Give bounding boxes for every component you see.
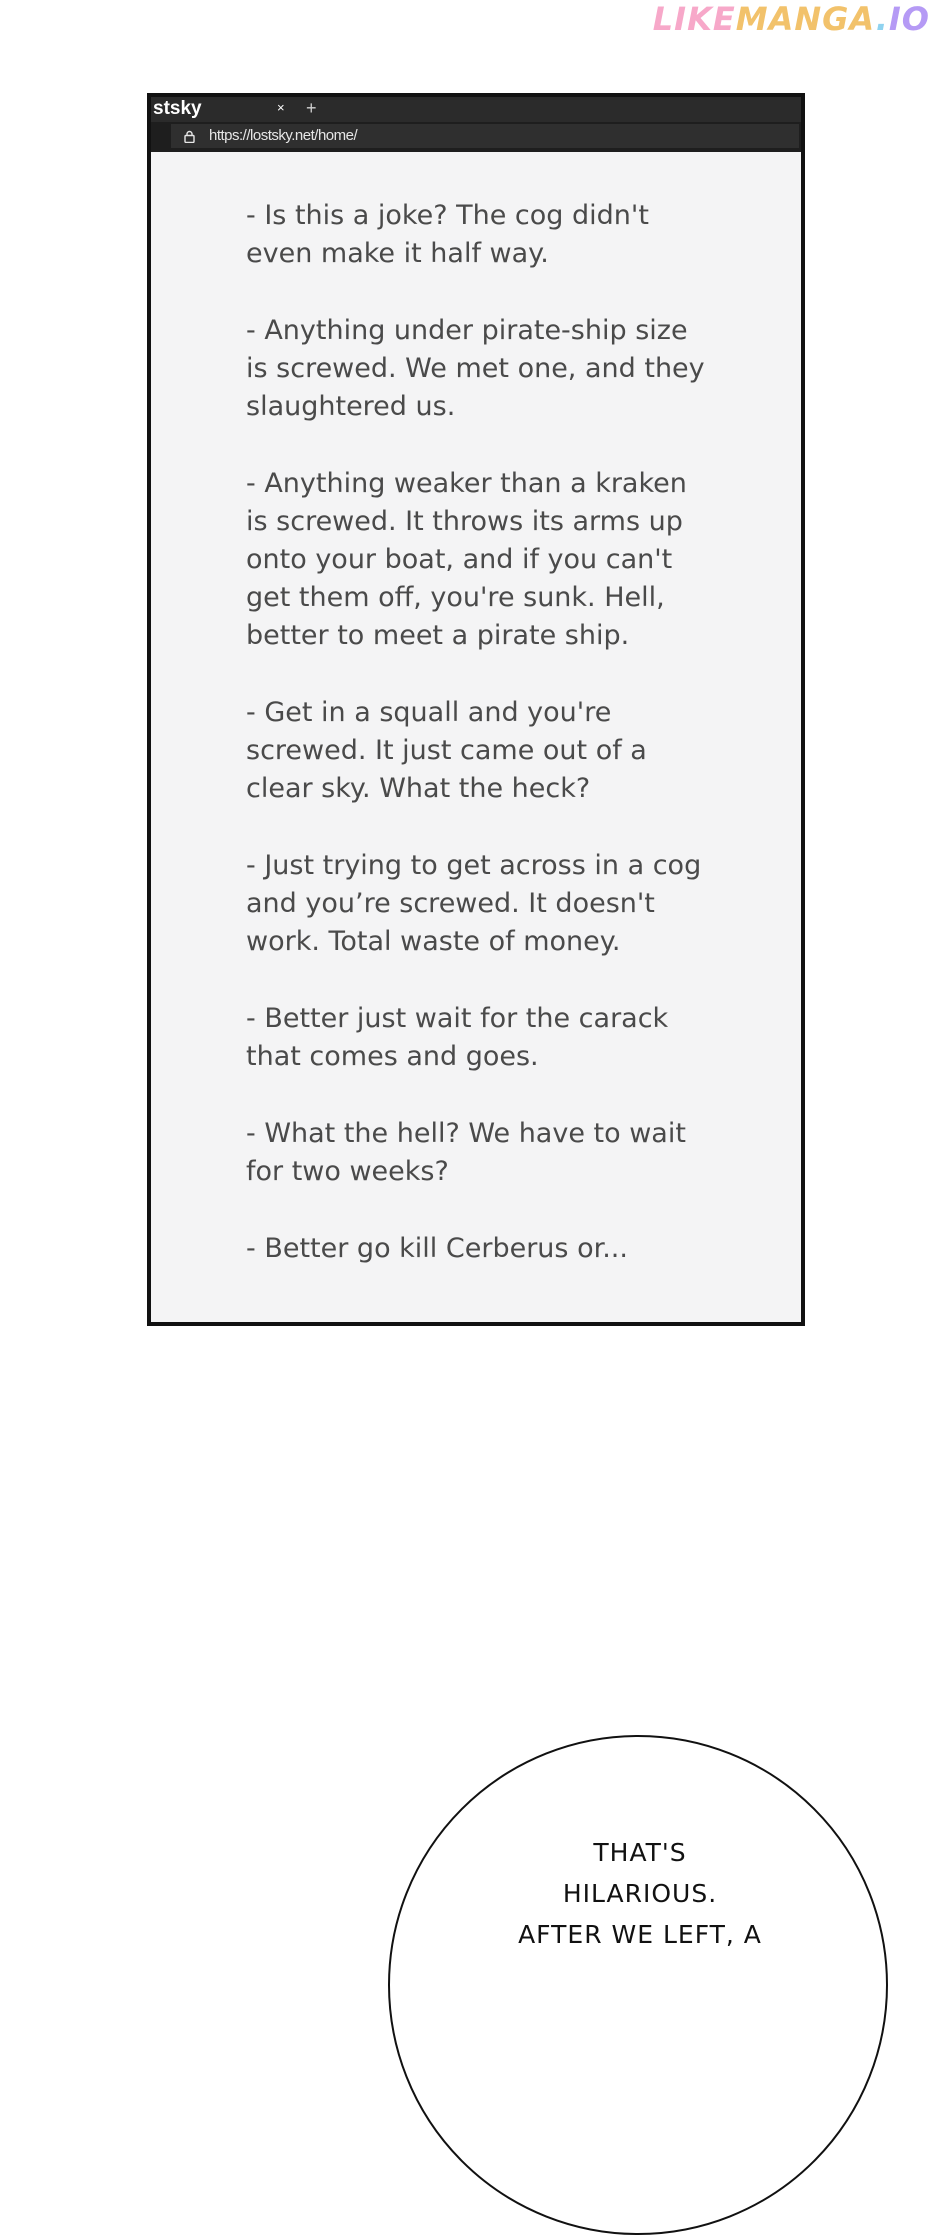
- comment-item: - Is this a joke? The cog didn't even make it half way.: [246, 200, 649, 269]
- browser-tab-bar: [151, 97, 801, 122]
- watermark-part: MANGA: [735, 0, 876, 38]
- url-text: https://lostsky.net/home/: [209, 127, 358, 144]
- comment-item: - Better go kill Cerberus or...: [246, 1233, 628, 1264]
- watermark-part: .: [875, 0, 889, 38]
- site-watermark-logo: [653, 0, 930, 38]
- lock-icon: [183, 130, 196, 143]
- comment-item: - Just trying to get across in a cog and you’re screwed. It doesn't work. Total waste of money.: [246, 850, 702, 957]
- browser-tab[interactable]: [151, 97, 301, 122]
- close-icon[interactable]: ×: [277, 100, 285, 115]
- comment-item: - Better just wait for the carack that comes and goes.: [246, 1003, 669, 1072]
- speech-bubble-text: THAT'S HILARIOUS. AFTER WE LEFT, A: [518, 1838, 762, 1949]
- forum-comments: [246, 197, 766, 1307]
- comment-item: - What the hell? We have to wait for two weeks?: [246, 1118, 686, 1187]
- browser-window: [147, 93, 805, 1326]
- address-bar: [151, 122, 801, 152]
- watermark-part: LIKE: [652, 0, 736, 38]
- comment-item: - Anything weaker than a kraken is screwed. It throws its arms up onto your boat, and if you can't get them off, you're sunk. Hell, better to meet a pirate ship.: [246, 468, 687, 651]
- watermark-part: IO: [888, 0, 930, 38]
- tab-title: stsky: [153, 98, 202, 119]
- speech-bubble: [388, 1735, 888, 2235]
- url-input[interactable]: [171, 124, 799, 148]
- comment-item: - Anything under pirate-ship size is screwed. We met one, and they slaughtered us.: [246, 315, 705, 422]
- plus-icon[interactable]: +: [306, 98, 317, 118]
- comment-item: - Get in a squall and you're screwed. It just came out of a clear sky. What the heck?: [246, 697, 647, 804]
